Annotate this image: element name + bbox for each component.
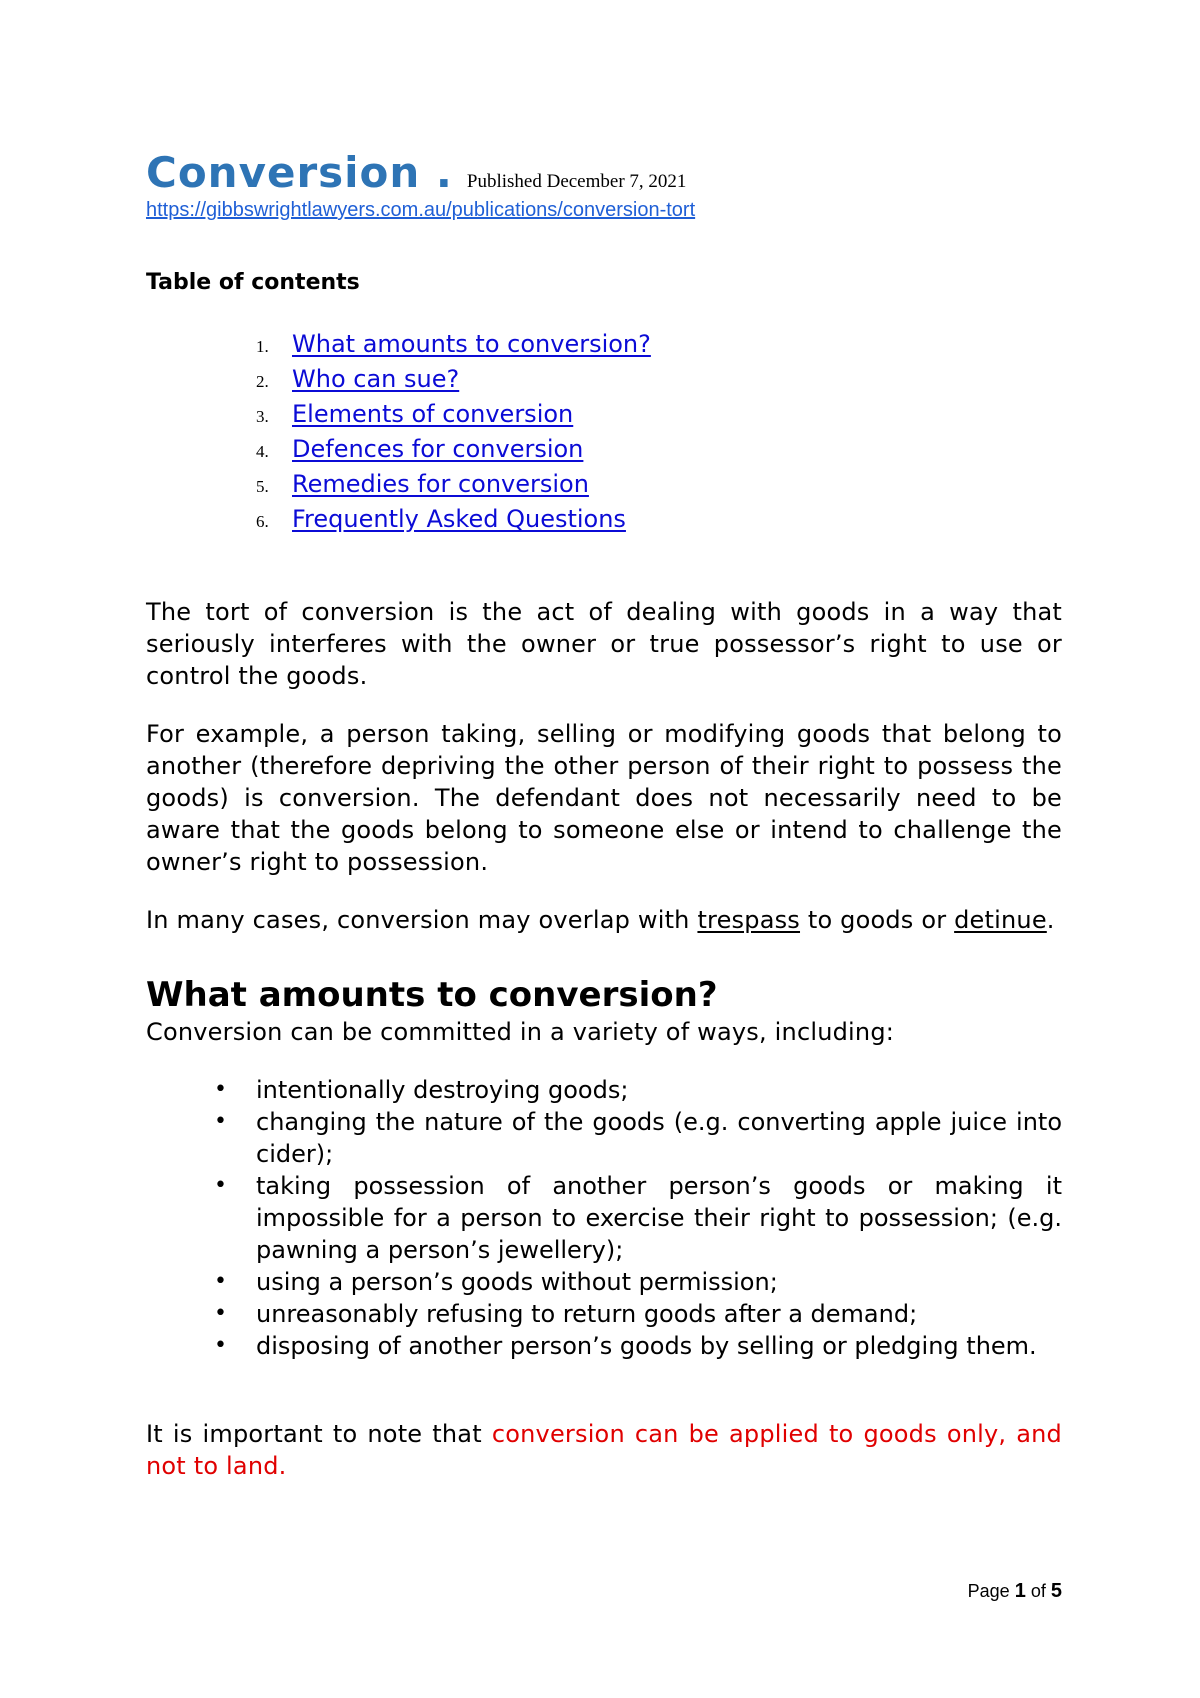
toc-item xyxy=(256,398,1062,433)
page-word: Page xyxy=(967,1581,1010,1601)
overlap-text-end: . xyxy=(1046,906,1055,934)
paragraph-overlap xyxy=(146,904,1062,936)
total-page-count: 5 xyxy=(1050,1580,1062,1602)
paragraph-example: For example, a person taking, selling or modifying goods that belong to another (therefore depriving the other person of their right to possess the goods) is conversion. The defendant does not necessarily need to be aware that the goods belong to someone else or intend to challenge the owner’s right to possession. xyxy=(146,720,1062,876)
conversion-ways-list xyxy=(146,1074,1062,1362)
toc-link-defences[interactable]: Defences for conversion xyxy=(292,435,584,463)
toc-number: 6. xyxy=(256,512,269,531)
toc-link-who-can-sue[interactable]: Who can sue? xyxy=(292,365,460,393)
of-word: of xyxy=(1030,1581,1046,1601)
section-intro: Conversion can be committed in a variety of ways, including: xyxy=(146,1018,895,1046)
toc-heading: Table of contents xyxy=(146,270,360,295)
detinue-link[interactable]: detinue xyxy=(954,906,1047,934)
bullet-icon: • xyxy=(214,1077,227,1102)
current-page-number: 1 xyxy=(1014,1580,1026,1602)
document-title: Conversion . xyxy=(146,148,453,197)
published-date: Published December 7, 2021 xyxy=(466,171,687,192)
toc-item xyxy=(256,468,1062,503)
section-heading: What amounts to conversion? xyxy=(146,975,718,1015)
toc-number: 3. xyxy=(256,407,269,426)
bullet-icon: • xyxy=(214,1109,227,1134)
list-item xyxy=(214,1330,1062,1362)
toc-link-elements[interactable]: Elements of conversion xyxy=(292,400,574,428)
important-note xyxy=(146,1418,1062,1482)
overlap-text-mid: to goods or xyxy=(800,906,955,934)
toc-item xyxy=(256,363,1062,398)
bullet-icon: • xyxy=(214,1173,227,1198)
toc-item xyxy=(256,433,1062,468)
toc-number: 2. xyxy=(256,372,269,391)
list-item xyxy=(214,1074,1062,1106)
list-item-text: using a person’s goods without permission; xyxy=(256,1268,778,1296)
toc-link-what-amounts[interactable]: What amounts to conversion? xyxy=(292,330,651,358)
bullet-icon: • xyxy=(214,1269,227,1294)
toc-number: 1. xyxy=(256,337,269,356)
list-item-text: changing the nature of the goods (e.g. converting apple juice into cider); xyxy=(256,1108,1062,1168)
table-of-contents xyxy=(146,328,1062,538)
bullet-icon: • xyxy=(214,1301,227,1326)
toc-number: 5. xyxy=(256,477,269,496)
note-text: It is important to note that xyxy=(146,1420,492,1448)
trespass-link[interactable]: trespass xyxy=(697,906,801,934)
list-item xyxy=(214,1106,1062,1170)
overlap-text-start: In many cases, conversion may overlap with xyxy=(146,906,698,934)
list-item xyxy=(214,1298,1062,1330)
list-item-text: intentionally destroying goods; xyxy=(256,1076,629,1104)
toc-number: 4. xyxy=(256,442,269,461)
paragraph-definition: The tort of conversion is the act of dealing with goods in a way that seriously interferes with the owner or true possessor’s right to use or control the goods. xyxy=(146,598,1062,690)
toc-item xyxy=(256,328,1062,363)
title-line xyxy=(146,148,1062,198)
toc-link-remedies[interactable]: Remedies for conversion xyxy=(292,470,589,498)
page-number-footer xyxy=(968,1580,1062,1603)
list-item-text: disposing of another person’s goods by selling or pledging them. xyxy=(256,1332,1037,1360)
toc-item xyxy=(256,503,1062,538)
bullet-icon: • xyxy=(214,1333,227,1358)
toc-link-faq[interactable]: Frequently Asked Questions xyxy=(292,505,626,533)
list-item xyxy=(214,1266,1062,1298)
list-item-text: taking possession of another person’s goods or making it impossible for a person to exercise their right to possession; (e.g. pawning a person’s jewellery); xyxy=(256,1172,1062,1264)
source-url-link[interactable]: https://gibbswrightlawyers.com.au/publications/conversion-tort xyxy=(146,199,696,221)
list-item-text: unreasonably refusing to return goods after a demand; xyxy=(256,1300,918,1328)
page-content xyxy=(146,148,1062,1482)
note-emphasis: conversion can be applied to goods only, and not to land. xyxy=(146,1420,1062,1480)
list-item xyxy=(214,1170,1062,1266)
